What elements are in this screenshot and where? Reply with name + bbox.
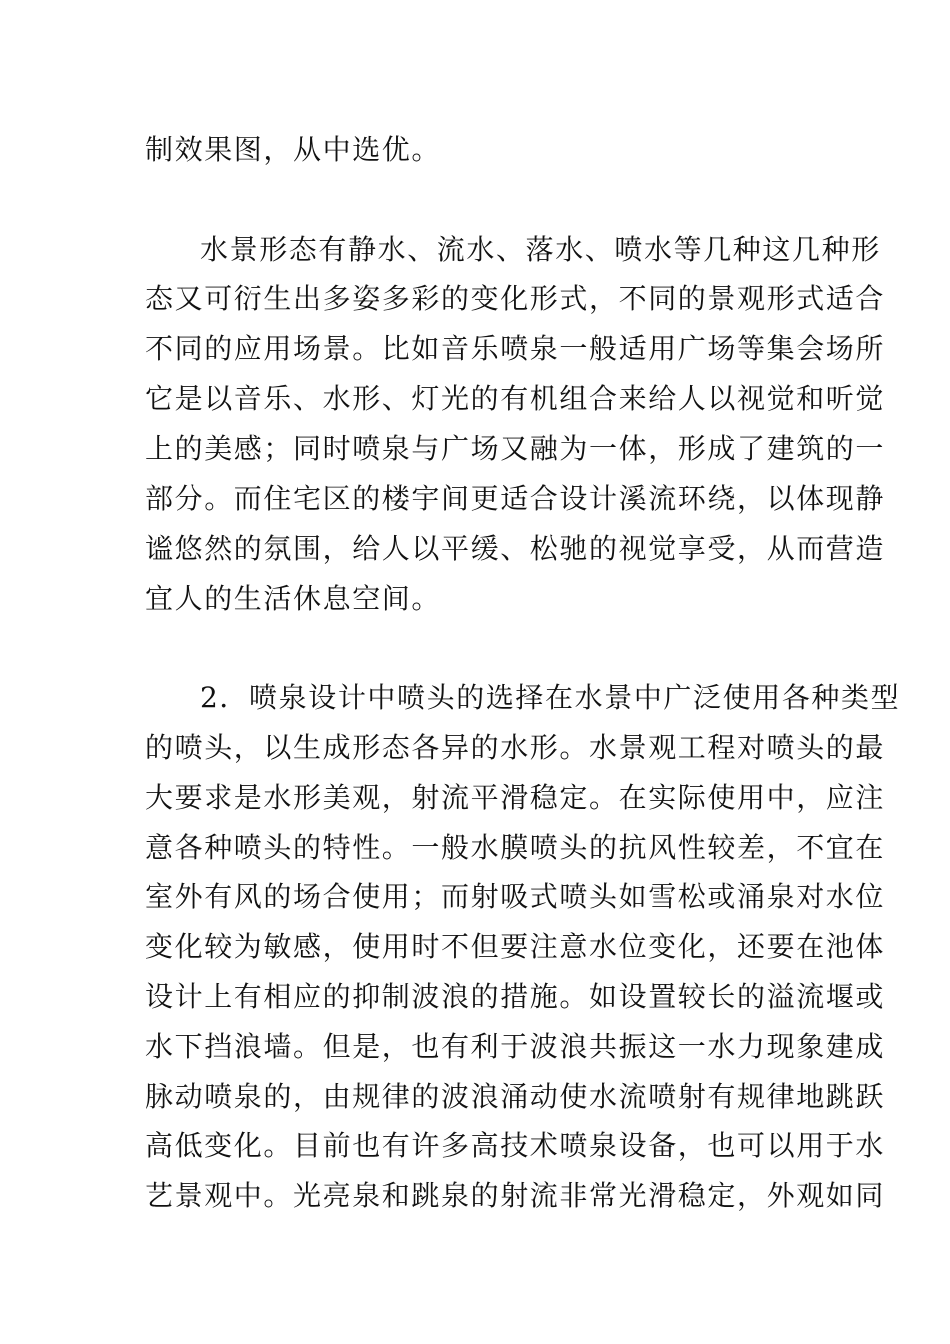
text-line: 宜人的生活休息空间。 bbox=[145, 582, 442, 615]
text-line: 室外有风的场合使用；而射吸式喷头如雪松或涌泉对水位 bbox=[145, 880, 886, 913]
text-line: 意各种喷头的特性。一般水膜喷头的抗风性较差，不宜在 bbox=[145, 831, 886, 864]
text-line: 不同的应用场景。比如音乐喷泉一般适用广场等集会场所 bbox=[145, 332, 886, 365]
text-line: 变化较为敏感，使用时不但要注意水位变化，还要在池体 bbox=[145, 930, 886, 963]
text-line: 设计上有相应的抑制波浪的措施。如设置较长的溢流堰或 bbox=[145, 980, 886, 1013]
text-line: 水景形态有静水、流水、落水、喷水等几种这几种形 bbox=[200, 233, 881, 266]
text-line: 部分。而住宅区的楼宇间更适合设计溪流环绕，以体现静 bbox=[145, 482, 886, 515]
text-line: 脉动喷泉的，由规律的波浪涌动使水流喷射有规律地跳跃 bbox=[145, 1080, 886, 1113]
text-line: 谧悠然的氛围，给人以平缓、松驰的视觉享受，从而营造 bbox=[145, 532, 886, 565]
text-line: 大要求是水形美观，射流平滑稳定。在实际使用中，应注 bbox=[145, 781, 886, 814]
text-line: 的喷头，以生成形态各异的水形。水景观工程对喷头的最 bbox=[145, 731, 886, 764]
text-line: 艺景观中。光亮泉和跳泉的射流非常光滑稳定，外观如同 bbox=[145, 1179, 886, 1212]
text-line: 2．喷泉设计中喷头的选择在水景中广泛使用各种类型 bbox=[200, 681, 901, 714]
text-line: 制效果图，从中选优。 bbox=[145, 133, 442, 166]
text-line: 它是以音乐、水形、灯光的有机组合来给人以视觉和听觉 bbox=[145, 382, 886, 415]
text-line: 高低变化。目前也有许多高技术喷泉设备，也可以用于水 bbox=[145, 1129, 886, 1162]
text-line: 态又可衍生出多姿多彩的变化形式，不同的景观形式适合 bbox=[145, 282, 886, 315]
text-line: 水下挡浪墙。但是，也有利于波浪共振这一水力现象建成 bbox=[145, 1030, 886, 1063]
text-line: 上的美感；同时喷泉与广场又融为一体，形成了建筑的一 bbox=[145, 432, 886, 465]
